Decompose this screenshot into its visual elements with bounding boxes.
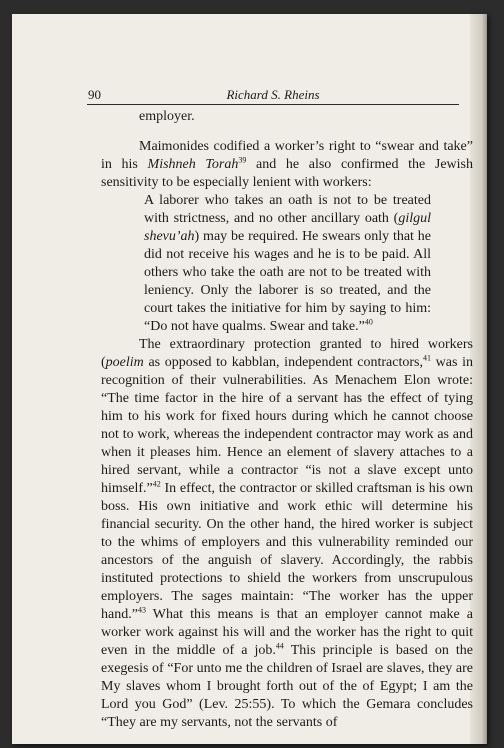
footnote-ref: 39 [238,155,247,165]
hebrew-term: gilgul shevu’ah [144,211,431,244]
paragraph-1: employer. [139,109,195,124]
footnote-ref: 43 [137,605,146,615]
page-body [101,108,473,732]
footnote-ref: 41 [422,353,431,363]
paragraph-2: Maimonides codified a worker’s right to “swear and take” in his Mishneh Torah$^{39}$ and he also confirmed the Jewish sensitivity to be especially lenient with workers: [101,139,473,190]
page-number: 90 [88,87,101,102]
footnote-ref: 42 [152,479,161,489]
block-quote: A laborer who takes an oath is not to be treated with strictness, and no other ancillary oath (gilgul shevu’ah) may be required. He swears only that he did not receive his wages and he is to be paid. All others who take the oath are not to be treated with leniency. Only the laborer is so treated, and the court takes the initiative for him by saying to him: “Do not have qualms. Swear and take.”$^{40}$ [144,193,431,334]
footnote-ref: 40 [364,317,373,327]
running-head: Richard S. Rheins [226,87,320,102]
footnote-ref: 44 [275,641,284,651]
hebrew-term: poelim [105,355,144,370]
paragraph-3: The extraordinary protection granted to hired workers (poelim as opposed to kabblan, independent contractors,$^{41}$ was in recognition of their vulnerabilities. As Menachem Elon wrote: “The time factor in the hire of a servant has the effect of tying him to his work for fixed hours during which he cannot choose not to work, whereas the independent contractor may work as and when it pleases him. Hence an element of slavery attaches to a hired servant, while a contractor “is not a slave except unto himself.”$^{42}$ In effect, the contractor or skilled craftsman is his own boss. His own initiative and work ethic will determine his financial security. On the other hand, the hired worker is subject to the whims of employers and this vulnerability reminded our ancestors of the anguish of slavery. Accordingly, the rabbis instituted protections to shield the workers from unscrupulous employers. The sages maintain: “The worker has the upper hand.”$^{43}$ What this means is that an employer cannot make a worker work against his will and the worker has the right to quit even in the middle of a job.$^{44}$ This principle is based on the exegesis of “For unto me the children of Israel are slaves, they are My slaves whom I brought forth out of the of Egypt; I am the Lord you God” (Lev. 25:55). To which the Gemara concludes “They are my servants, not the servants of [101,337,473,730]
book-title: Mishneh Torah [147,157,239,172]
page-header [87,84,459,105]
